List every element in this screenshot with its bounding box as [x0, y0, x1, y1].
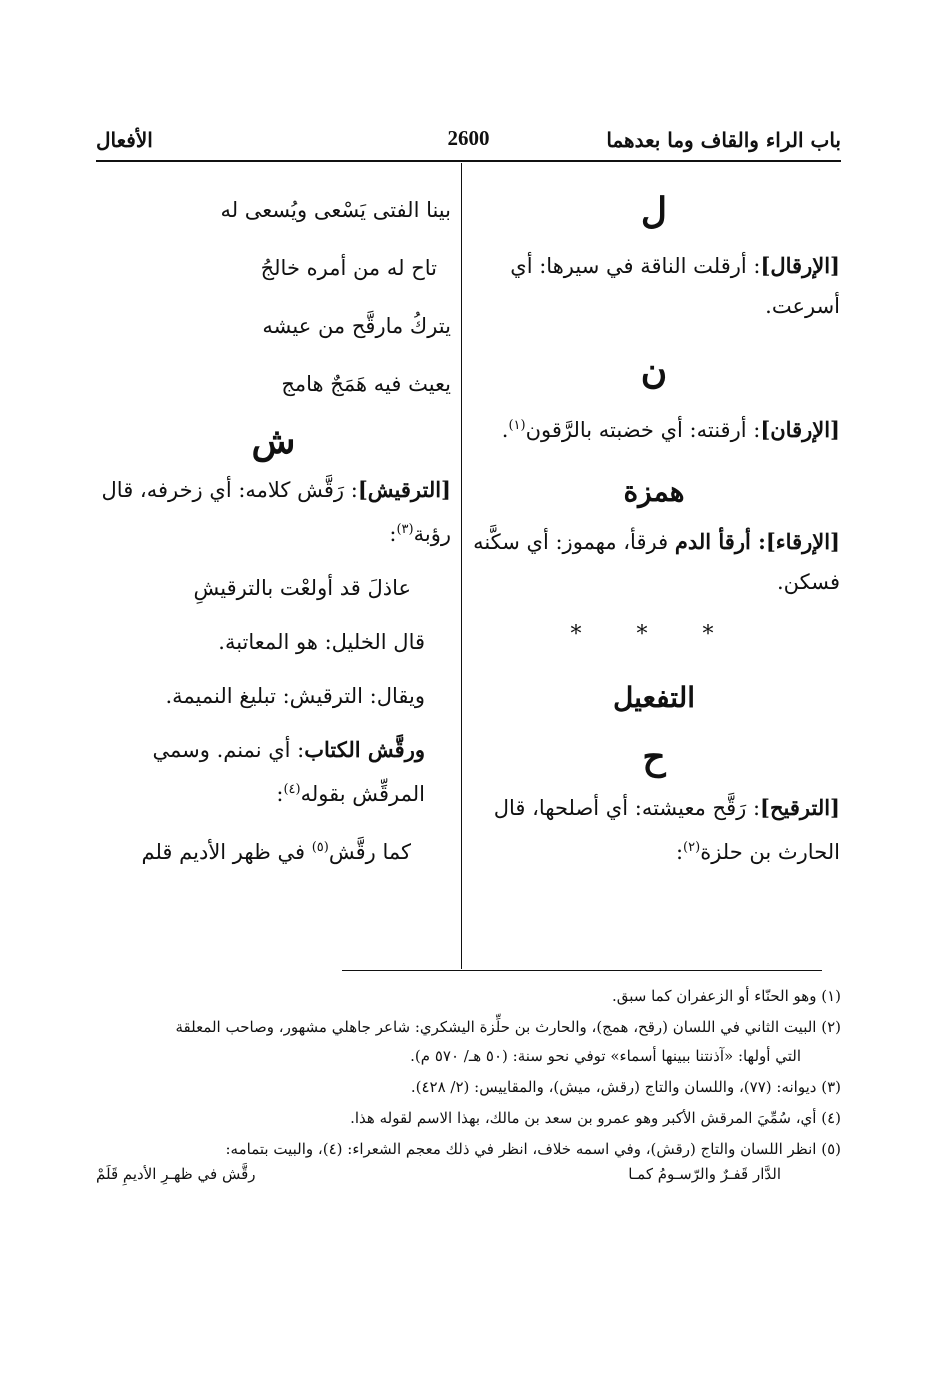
- definition: : أرقلت الناقة في سيرها: أي أسرعت.: [510, 254, 840, 318]
- verse-line: يتركُ مارقَّح من عيشه: [262, 314, 451, 338]
- section-title: الأفعال: [96, 128, 153, 152]
- heading-tafil: التفعيل: [612, 681, 696, 714]
- definition: : رَقَّح معيشته: أي أصلحها، قال الحارث بن حلزة: [493, 796, 840, 864]
- footnote-ref: (٥): [311, 840, 329, 855]
- footnote-5-verse: [96, 1162, 841, 1187]
- definition: : رَقَّش كلامه: أي زخرفه، قال رؤبة: [101, 478, 451, 546]
- footnote-rule: [342, 970, 822, 971]
- definition: : أرقنته: أي خضبته بالرَّقون: [525, 418, 761, 442]
- left-column: [96, 180, 451, 866]
- term: [الإرقاء]: [765, 529, 840, 554]
- footnote-3: (٣) ديوانه: (٧٧)، واللسان والتاج (رقش، ميش)، والمقاييس: (٢/ ٤٢٨).: [410, 1078, 841, 1096]
- footnote-2-cont: التي أولها: «آذنتنا ببينها أسماء» توفي نحو سنة: (٥٠ هـ/ ٥٧٠ م).: [410, 1047, 801, 1065]
- term: [الإرقال]: [760, 253, 840, 278]
- punct: :: [276, 782, 284, 806]
- punct: :: [389, 522, 397, 546]
- heading-hamza: همزة: [623, 475, 685, 508]
- footnote-ref: (٣): [396, 522, 414, 537]
- term: ورقَّش الكتاب: [304, 737, 425, 762]
- separator-stars: * * *: [570, 622, 738, 647]
- verse-line: عاذلَ قد أولعْت بالترقيشِ: [193, 576, 411, 600]
- entry-irqan: [468, 406, 840, 450]
- letter-lam: ل: [640, 190, 668, 232]
- verse-line: [96, 834, 451, 866]
- verse-line: تاح له من أمره خالجُ: [260, 256, 437, 280]
- text: : تبليغ النميمة.: [165, 684, 290, 708]
- footnote-ref: (٤): [283, 782, 301, 797]
- khalil-note: قال الخليل: هو المعاتبة.: [218, 630, 425, 654]
- entry-irqal: [468, 246, 840, 326]
- column-divider: [461, 163, 462, 969]
- verse-line: يعيث فيه هَمَجٌ هامج: [281, 372, 451, 396]
- entry-tarqih: [468, 788, 840, 872]
- definition: فرقأ، مهموز: أي سكَّنه فسكن.: [473, 530, 840, 594]
- footnote-5: (٥) انظر اللسان والتاج (رقش)، وفي اسمه خلاف، انظر في ذلك معجم الشعراء: (٤)، والبيت بتمامه:: [225, 1140, 841, 1158]
- entry-tarqish: [96, 470, 451, 554]
- text: في ظهر الأديم قلم: [141, 840, 312, 864]
- verse-hemistich-b: رقَّش في ظهـرِ الأديمِ قَلَمْ: [96, 1165, 256, 1183]
- footnotes: [96, 984, 841, 1187]
- entry-raqqash: [96, 730, 451, 814]
- footnote-ref: (٢): [683, 840, 701, 855]
- punct: :: [675, 840, 684, 864]
- yuqal-note: [96, 682, 451, 710]
- term-bold-part: : أرقأ الدم: [674, 529, 766, 554]
- term: الترقيش: [289, 684, 363, 708]
- letter-nun: ن: [640, 350, 668, 392]
- entry-irqa: [468, 522, 840, 602]
- term: رقَّش: [328, 840, 376, 864]
- letter-ha: ح: [642, 736, 666, 778]
- footnote-2: (٢) البيت الثاني في اللسان (رقح، همج)، والحارث بن حلِّزة اليشكري: شاعر جاهلي مشهور، وصاحب المعلقة: [175, 1018, 841, 1036]
- verse-hemistich-a: الدَّار قَفـرٌ والرّسـومُ كمـا: [628, 1165, 781, 1183]
- term: [الترقيش]: [357, 477, 451, 502]
- footnote-1: (١) وهو الحنّاء أو الزعفران كما سبق.: [611, 987, 841, 1005]
- letter-shin: ش: [251, 420, 296, 462]
- chapter-title: باب الراء والقاف وما بعدهما: [606, 128, 841, 152]
- verse-line: بينا الفتى يَسْعى ويُسعى له: [220, 198, 451, 222]
- header-rule: [96, 160, 841, 162]
- text: كما: [375, 840, 411, 864]
- term: [الإرقان]: [760, 417, 840, 442]
- right-column: [468, 180, 840, 872]
- page-number: 2600: [447, 126, 490, 150]
- footnote-ref: (١): [508, 418, 526, 433]
- punct: .: [501, 418, 509, 442]
- term: [الترقيح]: [760, 795, 840, 820]
- text: ويقال:: [362, 684, 425, 708]
- footnote-4: (٤) أي، سُمِّيَ المرقش الأكبر وهو عمرو بن سعد بن مالك، بهذا الاسم لقوله هذا.: [350, 1109, 841, 1127]
- definition: : أي نمنم. وسمي المرقِّش بقوله: [152, 738, 425, 806]
- page-header: [96, 122, 841, 158]
